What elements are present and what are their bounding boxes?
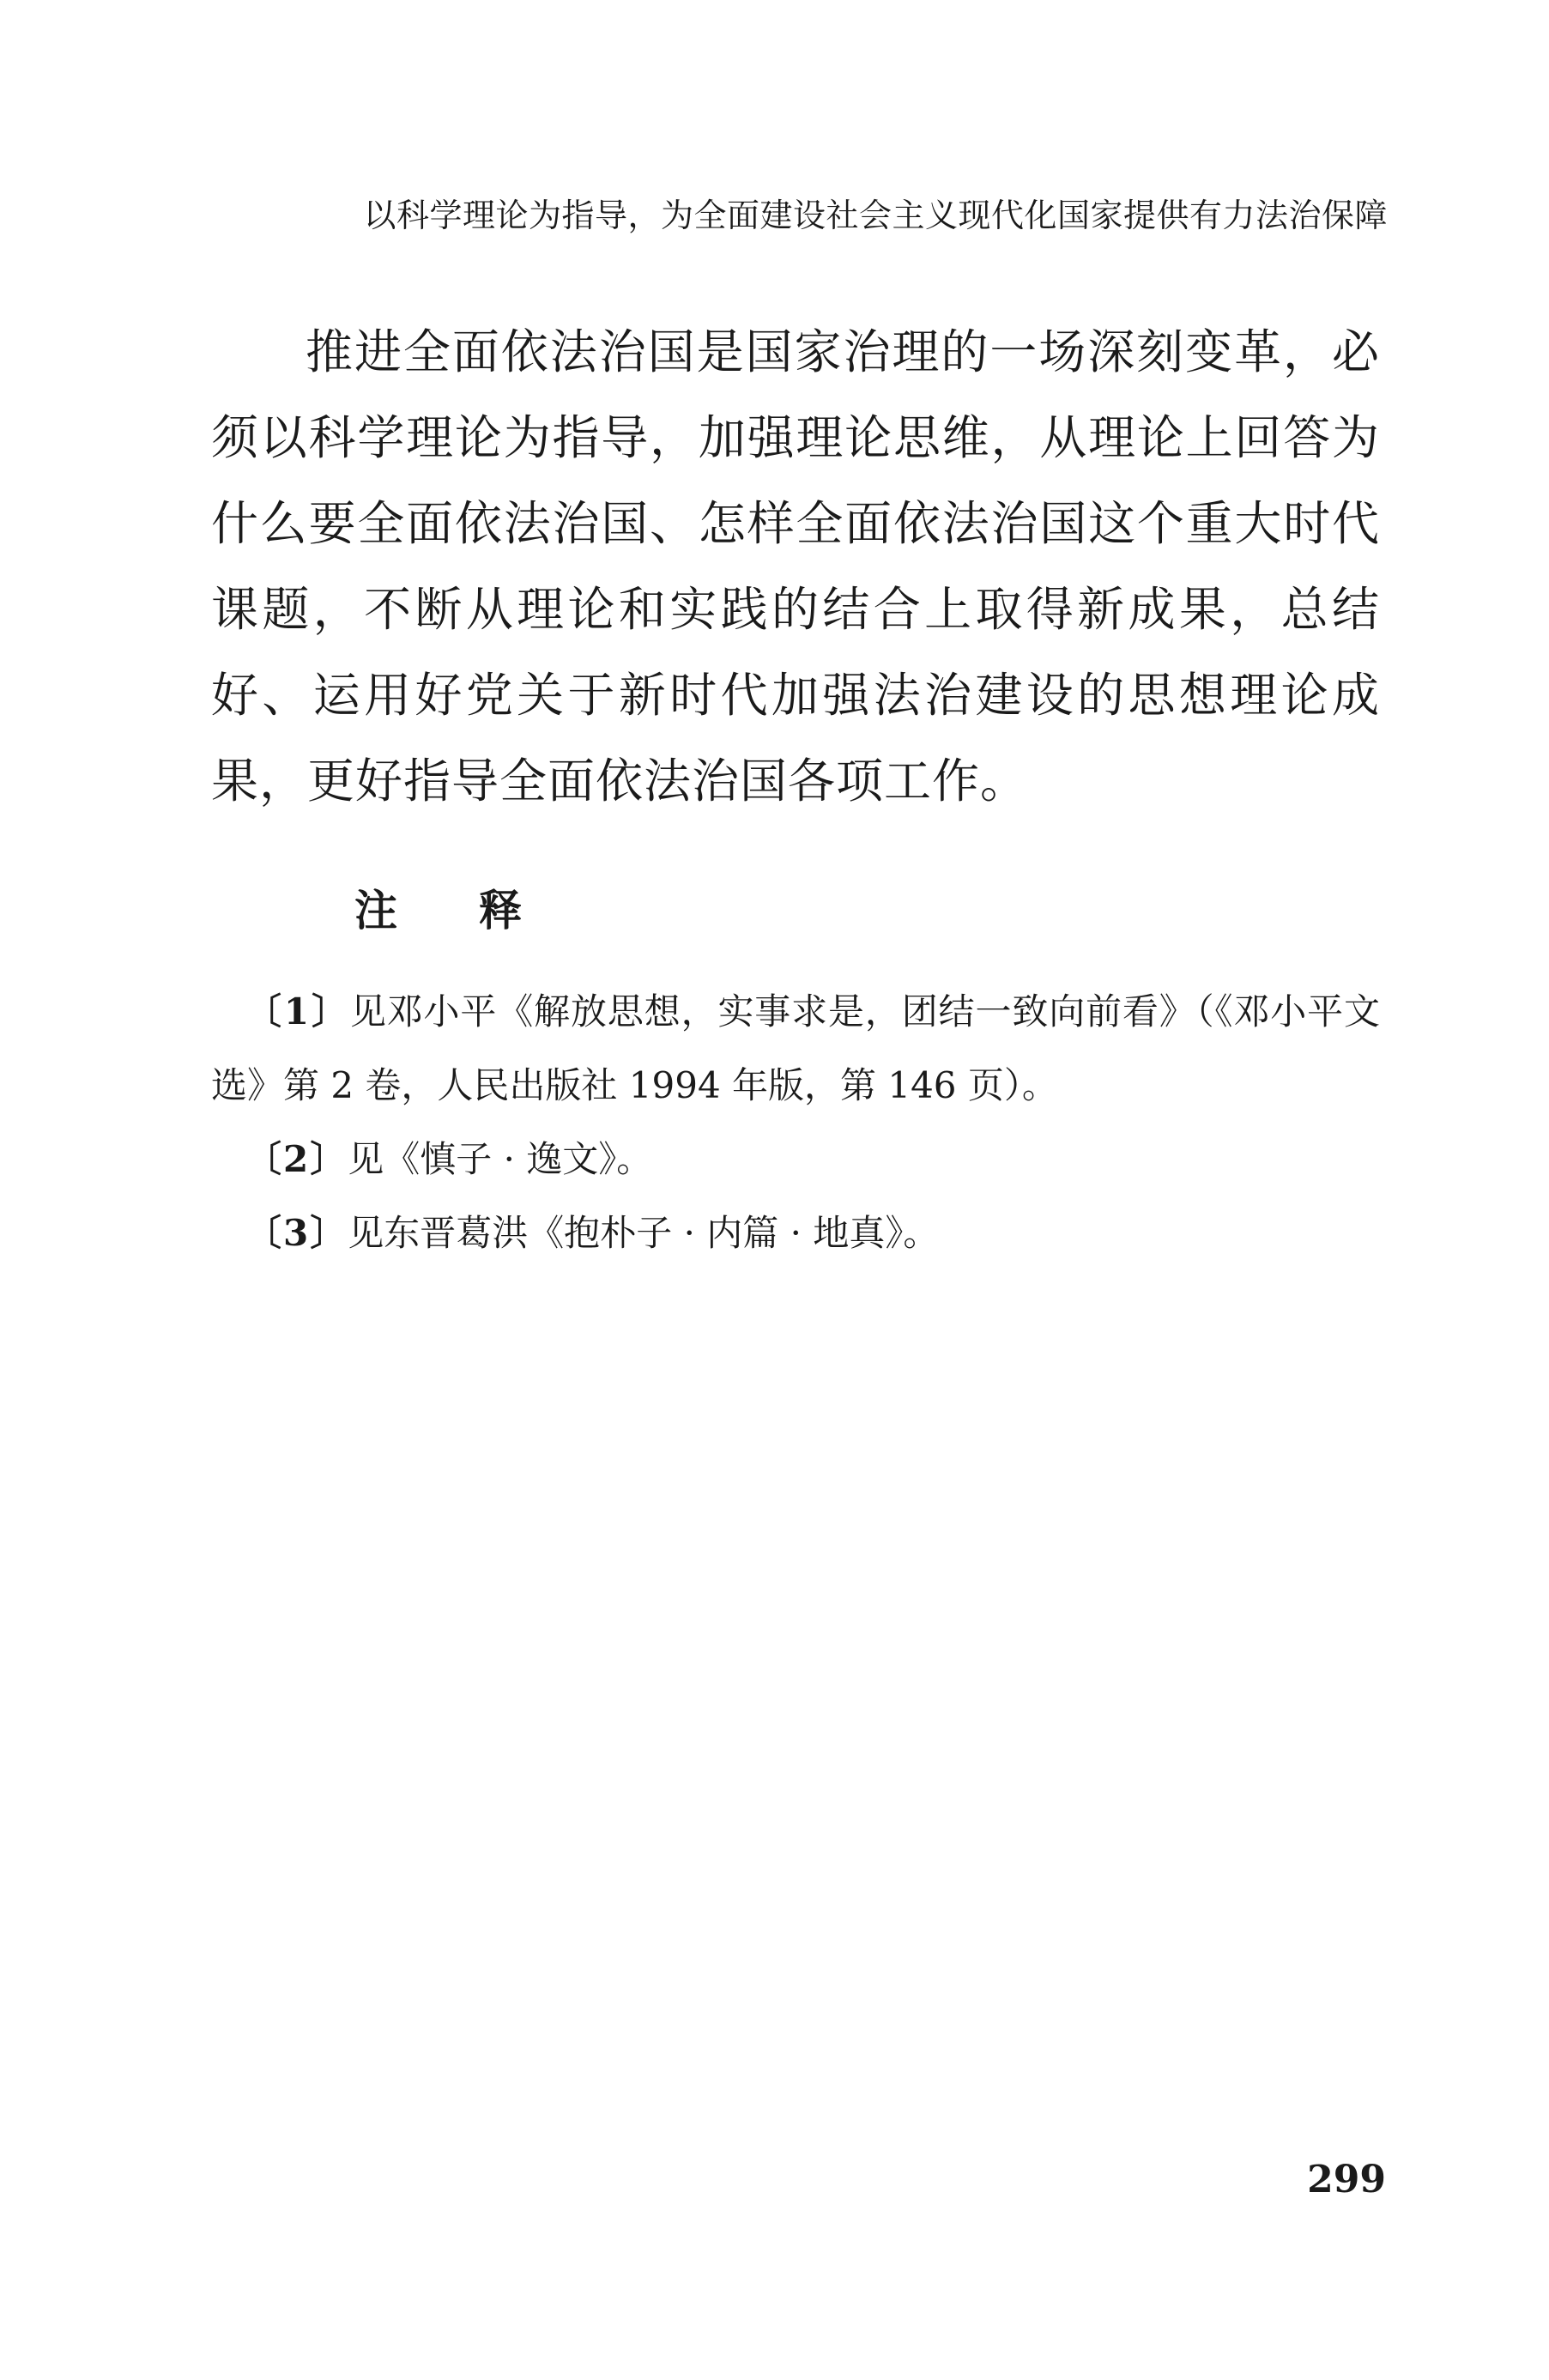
- note-marker: 〔2〕: [245, 1138, 348, 1180]
- body-paragraph: 推进全面依法治国是国家治理的一场深刻变革，必须以科学理论为指导，加强理论思维，从理论上回答为什么要全面依法治国、怎样全面依法治国这个重大时代课题，不断从理论和实践的结合上取得新成果，总结好、运用好党关于新时代加强法治建设的思想理论成果，更好指导全面依法治国各项工作。: [211, 324, 1380, 808]
- note-2: [211, 1123, 1380, 1196]
- note-text: 见邓小平《解放思想，实事求是，团结一致向前看》（《邓小平文选》第 2 卷，人民出版社 1994 年版，第 146 页）。: [211, 990, 1380, 1106]
- running-header: 以科学理论为指导，为全面建设社会主义现代化国家提供有力法治保障: [363, 197, 1388, 234]
- note-3: [211, 1196, 1380, 1270]
- notes-list: [211, 975, 1380, 1270]
- notes-title: 注释: [354, 886, 603, 936]
- page-number: 299: [1307, 2158, 1386, 2201]
- note-1: [211, 975, 1380, 1123]
- note-marker: 〔3〕: [245, 1212, 348, 1254]
- note-text: 见《慎子 · 逸文》。: [348, 1138, 653, 1180]
- note-text: 见东晋葛洪《抱朴子 · 内篇 · 地真》。: [348, 1212, 940, 1254]
- note-marker: 〔1〕: [245, 990, 350, 1033]
